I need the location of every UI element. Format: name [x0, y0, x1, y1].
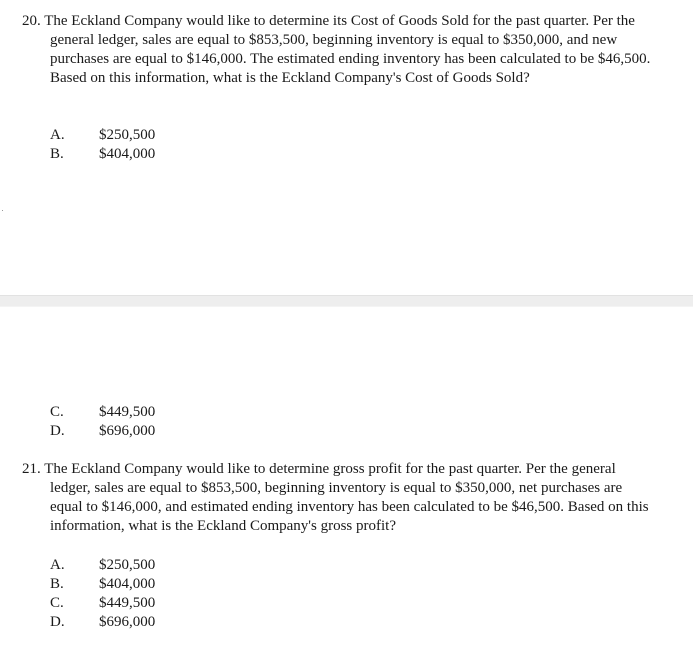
option-letter: B.	[50, 576, 64, 592]
option-row	[50, 594, 155, 613]
option-row	[50, 403, 155, 422]
option-value: $449,500	[99, 404, 156, 420]
option-value: $250,500	[99, 127, 156, 143]
option-row	[50, 556, 155, 575]
option-letter: D.	[50, 614, 65, 630]
option-value: $449,500	[99, 595, 156, 611]
question-20-options-bottom	[50, 403, 155, 441]
option-row	[50, 126, 155, 145]
option-letter: A.	[50, 127, 65, 143]
question-20-text: 20. The Eckland Company would like to determine its Cost of Goods Sold for the past quarter. Per the general ledger, sales are equal to $853,500, beginning inventory is equal to $350,000, and new purchases are equal to $146,000. The estimated ending inventory has been calculated to be $46,500. Based on this information, what is the Eckland Company's Cost of Goods Sold?	[22, 13, 651, 86]
option-value: $250,500	[99, 557, 156, 573]
option-value: $404,000	[99, 146, 156, 162]
question-21	[22, 460, 652, 536]
option-letter: C.	[50, 595, 64, 611]
option-value: $696,000	[99, 614, 156, 630]
option-row	[50, 145, 155, 164]
option-value: $404,000	[99, 576, 156, 592]
option-row	[50, 613, 155, 632]
option-letter: A.	[50, 557, 65, 573]
question-21-options	[50, 556, 155, 632]
stray-mark	[2, 210, 3, 211]
option-value: $696,000	[99, 423, 156, 439]
page-break	[0, 295, 693, 307]
question-20-options-top	[50, 126, 155, 164]
option-row	[50, 422, 155, 441]
option-letter: B.	[50, 146, 64, 162]
question-21-text: 21. The Eckland Company would like to determine gross profit for the past quarter. Per the general ledger, sales are equal to $853,500, beginning inventory is equal to $350,000, net purchases are equal to $146,000, and estimated ending inventory has been calculated to be $46,500. Based on this information, what is the Eckland Company's gross profit?	[22, 461, 649, 534]
option-row	[50, 575, 155, 594]
question-20	[22, 12, 652, 88]
option-letter: D.	[50, 423, 65, 439]
option-letter: C.	[50, 404, 64, 420]
